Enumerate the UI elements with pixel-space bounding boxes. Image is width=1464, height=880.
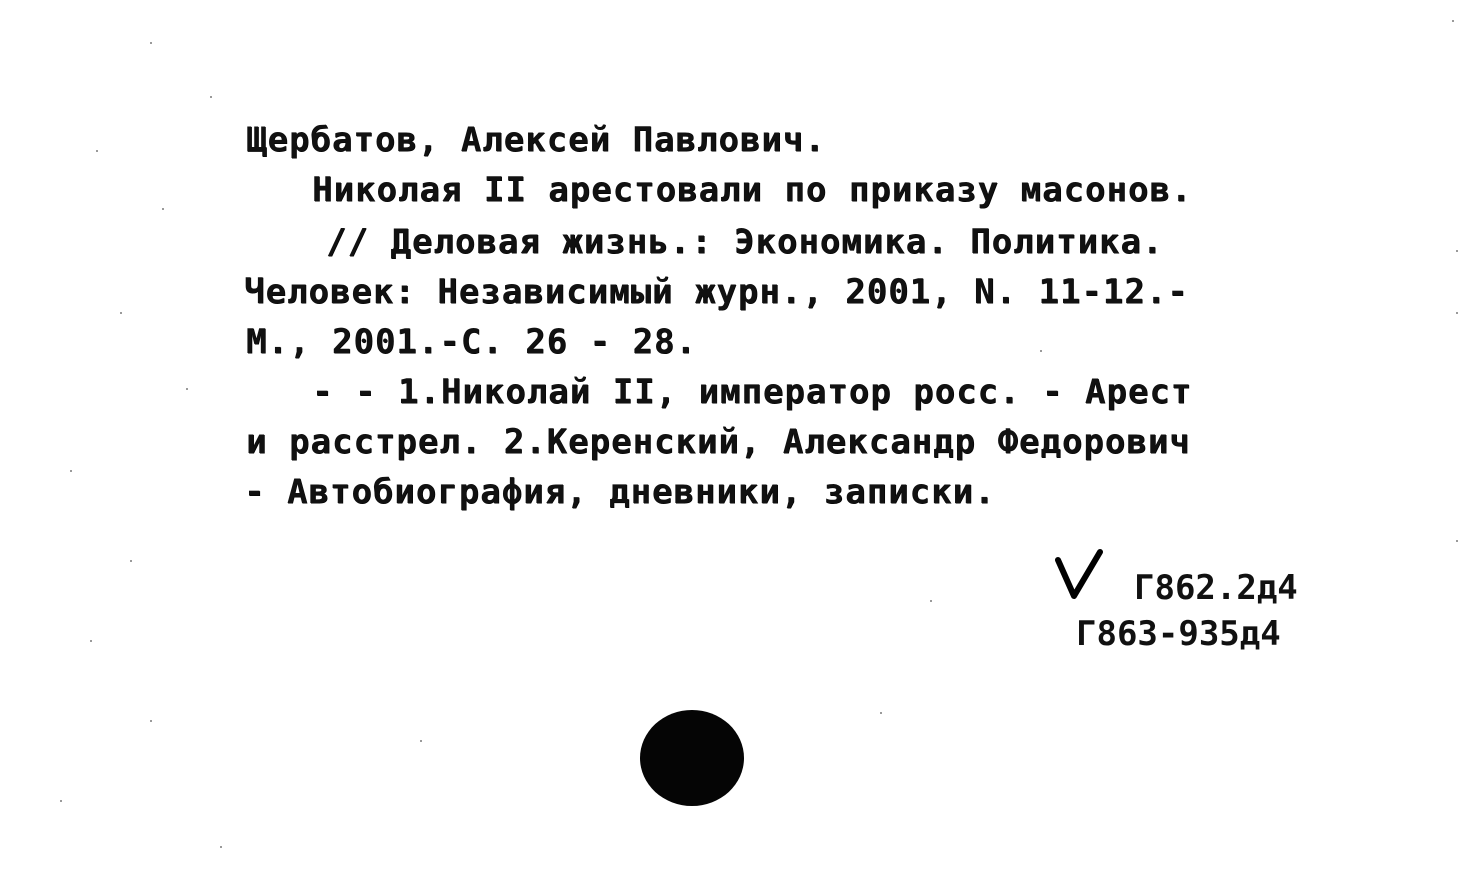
- card-heading: Щербатов, Алексей Павлович.: [246, 120, 826, 160]
- checkmark-icon: [1052, 548, 1108, 604]
- scan-speck: [210, 96, 212, 98]
- scan-speck: [162, 208, 164, 210]
- scan-speck: [1456, 540, 1458, 542]
- scan-speck: [186, 388, 188, 390]
- body-line-5: - - 1.Николай II, император росс. - Арест: [312, 372, 1193, 412]
- body-line-4: M., 2001.-С. 26 - 28.: [246, 322, 697, 362]
- scan-speck: [60, 800, 62, 802]
- punch-hole-icon: [640, 710, 744, 806]
- shelf-mark-1: Г862.2д4: [1134, 568, 1298, 608]
- scan-speck: [930, 600, 932, 602]
- scan-speck: [120, 312, 122, 314]
- scan-speck: [150, 720, 152, 722]
- scan-speck: [880, 712, 882, 714]
- scan-speck: [70, 470, 72, 472]
- scan-speck: [220, 846, 222, 848]
- body-line-6: и расстрел. 2.Керенский, Александр Федорович: [246, 422, 1191, 462]
- body-line-7: - Автобиография, дневники, записки.: [244, 472, 996, 512]
- scan-speck: [1040, 350, 1042, 352]
- body-line-3: Человек: Независимый журн., 2001, N. 11-12.-: [244, 272, 1189, 312]
- scan-speck: [96, 150, 98, 152]
- scan-speck: [90, 640, 92, 642]
- scan-speck: [1456, 312, 1458, 314]
- body-line-2: // Деловая жизнь.: Экономика. Политика.: [326, 222, 1164, 262]
- scan-speck: [1456, 250, 1458, 252]
- scan-speck: [420, 740, 422, 742]
- scan-speck: [150, 42, 152, 44]
- body-line-1: Николая II арестовали по приказу масонов.: [312, 170, 1193, 210]
- shelf-mark-2: Г863-935д4: [1076, 614, 1281, 654]
- scan-speck: [1452, 20, 1454, 22]
- scan-speck: [130, 560, 132, 562]
